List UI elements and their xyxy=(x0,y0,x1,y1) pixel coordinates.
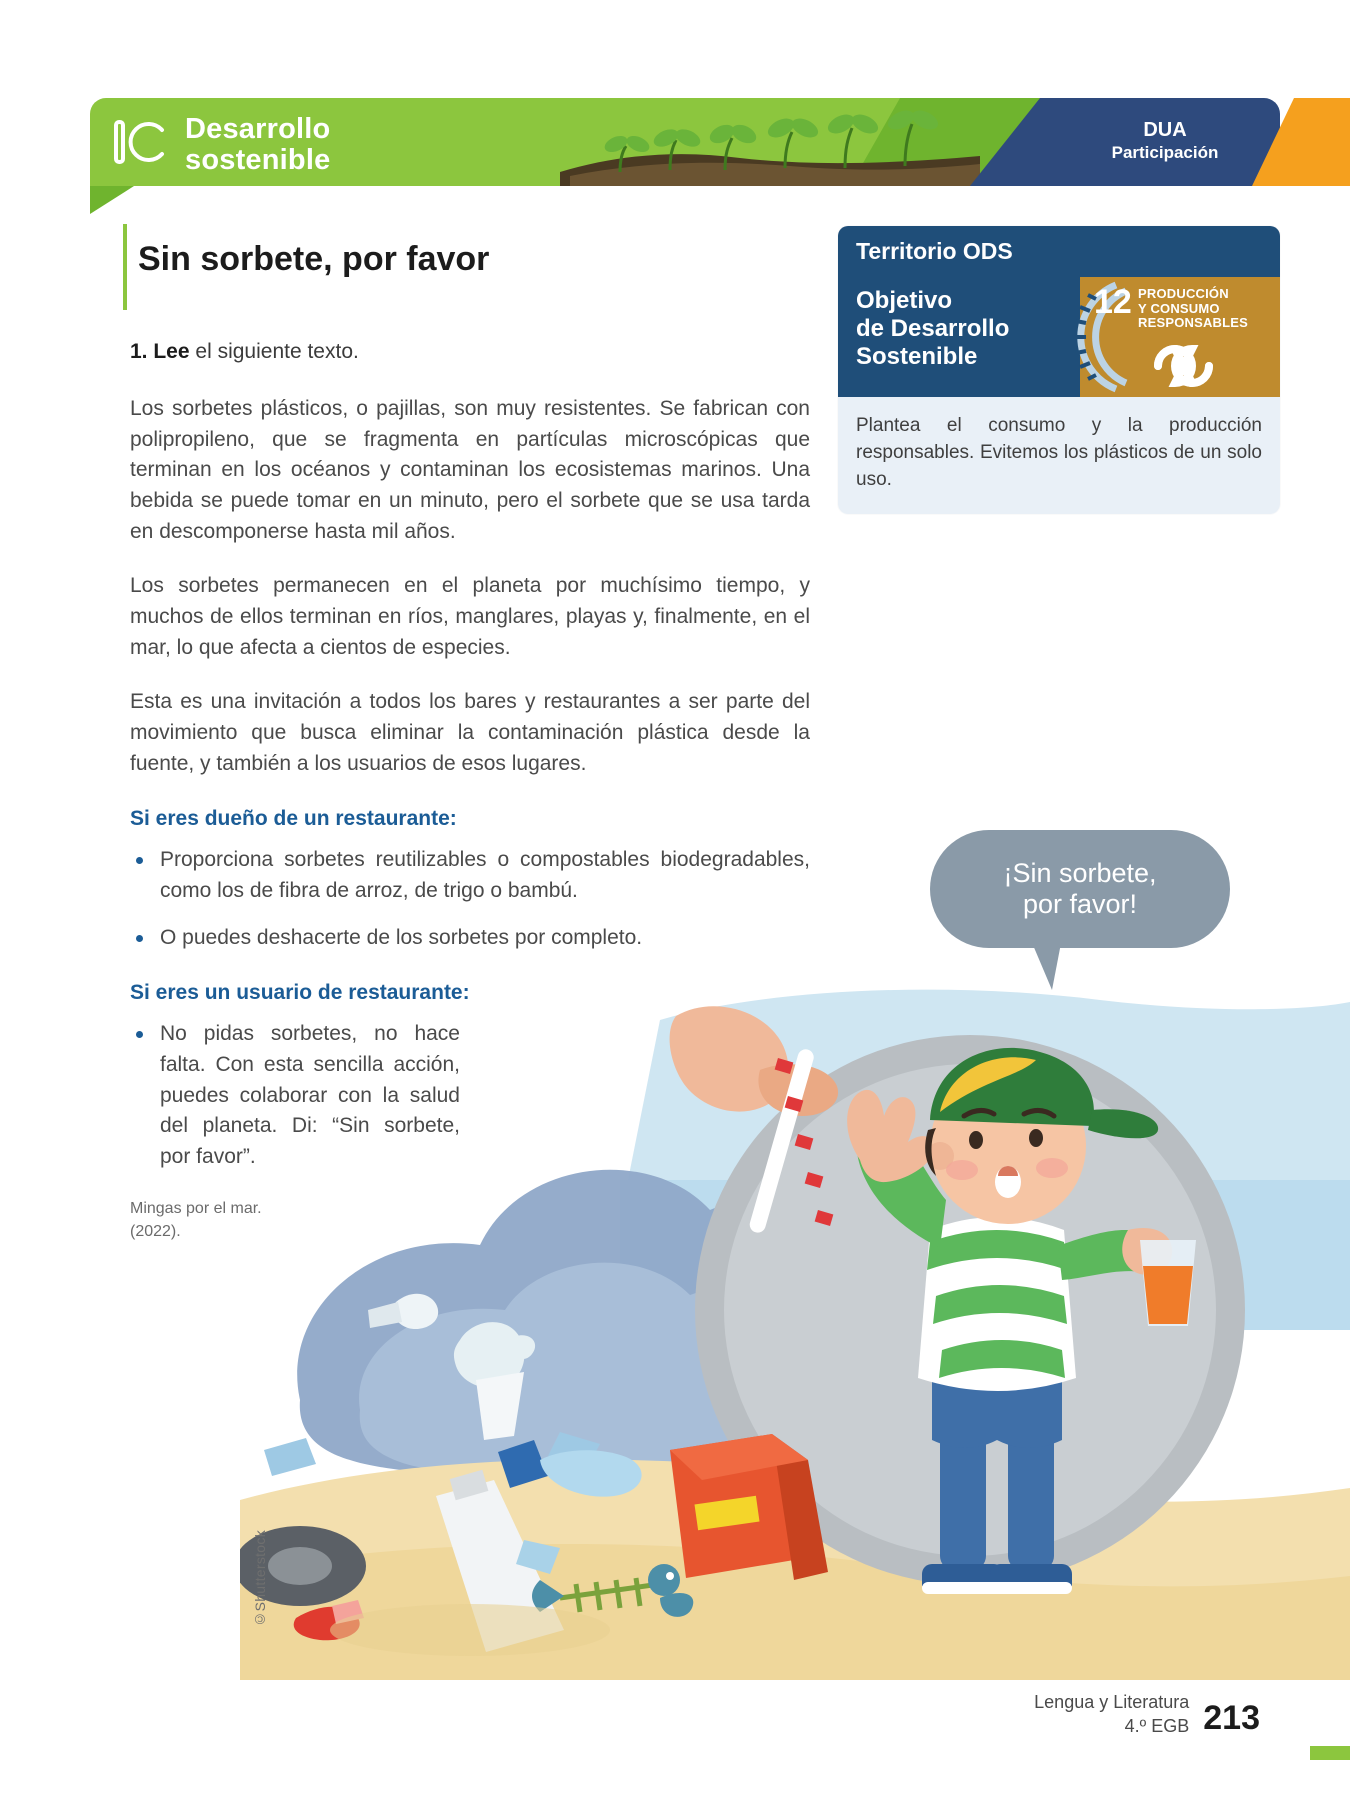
header-banner-tail xyxy=(90,186,134,214)
source-line-2: (2022). xyxy=(130,1222,181,1240)
speech-line-2: por favor! xyxy=(1022,889,1138,919)
dua-label: DUA xyxy=(1143,119,1187,141)
footer-subject: Lengua y Literatura xyxy=(1034,1692,1190,1713)
image-credit: ©Shutterstock xyxy=(252,1530,268,1628)
list-item: No pidas sorbetes, no hace falta. Con esta sencilla acción, puedes colaborar con la salud del planeta. Di: “Sin sorbete, por favor”. xyxy=(130,1019,460,1172)
page-footer xyxy=(1034,1691,1260,1738)
list-item: O puedes deshacerte de los sorbetes por completo. xyxy=(130,923,810,954)
page-number: 213 xyxy=(1203,1699,1260,1737)
ods-objective-title xyxy=(856,287,1009,370)
sdg-infinity-icon xyxy=(1124,341,1244,391)
subheading-owner: Si eres dueño de un restaurante: xyxy=(130,807,457,831)
footer-grade: 4.º EGB xyxy=(1124,1715,1190,1736)
page-title: Sin sorbete, por favor xyxy=(138,240,490,278)
sprouts-illustration xyxy=(560,106,980,186)
sdg-number: 12 xyxy=(1094,283,1132,321)
dua-badge xyxy=(1050,118,1280,164)
sdg-title-line1: PRODUCCIÓN xyxy=(1138,286,1229,301)
paragraph-3: Esta es una invitación a todos los bares y restaurantes a ser parte del movimiento que busca eliminar la contaminación plástica desde la fuente, y también a los usuarios de esos lugares. xyxy=(130,690,810,775)
speech-line-1: ¡Sin sorbete, xyxy=(1003,857,1157,888)
sdg-title xyxy=(1138,287,1248,331)
list-item: Proporciona sorbetes reutilizables o compostables biodegradables, como los de fibra de arroz, de trigo o bambú. xyxy=(130,845,810,906)
footer-accent-bar xyxy=(1310,1746,1350,1760)
ods-goal-tile xyxy=(1080,277,1280,397)
paragraph-1: Los sorbetes plásticos, o pajillas, son muy resistentes. Se fabrican con polipropileno, que se fragmenta en partículas microscópicas que terminan en los océanos y contaminan los ecosistemas marinos. Una bebida se puede tomar en un minuto, pero el sorbete que se usa tarda en descomponerse hasta mil años. xyxy=(130,397,810,543)
source-line-1: Mingas por el mar. xyxy=(130,1200,262,1218)
ic-logo-icon xyxy=(112,116,172,168)
ods-objective-line3: Sostenible xyxy=(856,342,978,370)
ods-objective-line2: de Desarrollo xyxy=(856,314,1010,342)
owner-bullet-list xyxy=(130,845,810,953)
ods-note-text: Plantea el consumo y la producción responsables. Evitemos los plásticos de un solo uso. xyxy=(838,397,1280,514)
dua-sublabel: Participación xyxy=(1111,143,1219,162)
ods-card-body xyxy=(838,277,1280,397)
header-title-line1: Desarrollo xyxy=(185,113,331,145)
ods-card xyxy=(838,226,1280,514)
activity-verb: Lee xyxy=(153,340,190,363)
subheading-user: Si eres un usuario de restaurante: xyxy=(130,981,470,1005)
paragraph-2: Los sorbetes permanecen en el planeta por muchísimo tiempo, y muchos de ellos terminan en ríos, manglares, playas y, finalmente, en el mar, lo que afecta a cientos de especies. xyxy=(130,574,810,659)
activity-rest: el siguiente texto. xyxy=(195,340,359,363)
header-title xyxy=(185,114,330,177)
speech-bubble xyxy=(930,830,1230,948)
sdg-title-line2: Y CONSUMO xyxy=(1138,300,1220,316)
footer-subject-block xyxy=(1034,1691,1189,1738)
sdg-title-line3: RESPONSABLES xyxy=(1138,315,1249,331)
ods-card-header: Territorio ODS xyxy=(838,226,1280,277)
speech-bubble-tail xyxy=(1030,938,1062,990)
activity-instruction xyxy=(130,340,810,364)
header-banner xyxy=(90,98,1280,186)
ods-objective-line1: Objetivo xyxy=(856,287,953,314)
title-accent-rule xyxy=(123,224,127,310)
activity-number: 1. xyxy=(130,340,148,363)
header-title-line2: sostenible xyxy=(185,144,331,177)
